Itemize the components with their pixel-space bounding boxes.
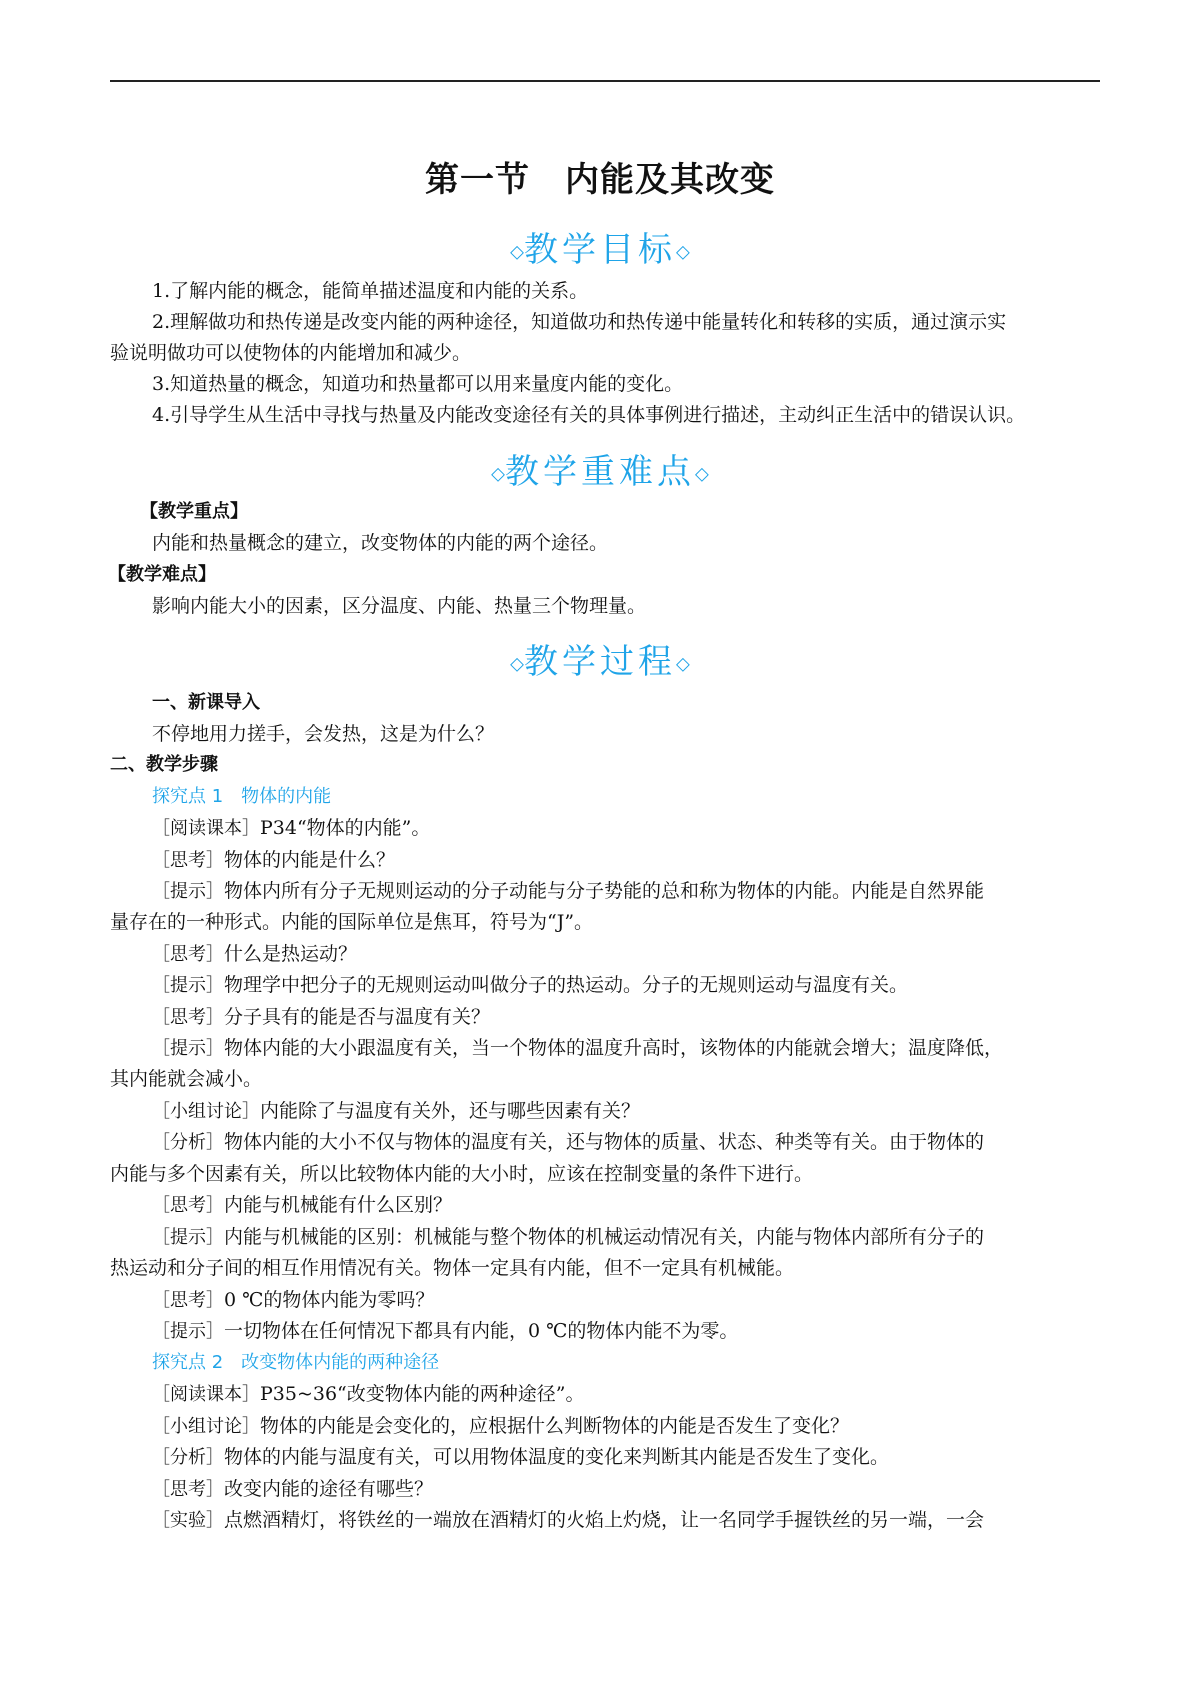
- text-line: ［提示］物体内能的大小跟温度有关，当一个物体的温度升高时，该物体的内能就会增大；温度降低，: [152, 1037, 1004, 1059]
- text-line: ［提示］物理学中把分子的无规则运动叫做分子的热运动。分子的无规则运动与温度有关。: [152, 974, 909, 996]
- header-rule: [110, 80, 1100, 82]
- diamond-icon: ◇: [510, 241, 524, 263]
- section-objectives-label: 教学目标: [524, 230, 676, 270]
- text-line: ［阅读课本］P34“物体的内能”。: [152, 817, 431, 839]
- text-line: 内能与多个因素有关，所以比较物体内能的大小时，应该在控制变量的条件下进行。: [110, 1163, 814, 1185]
- diamond-icon: ◇: [510, 653, 524, 675]
- section-key-points-label: 教学重难点: [505, 452, 695, 492]
- section-process: [0, 634, 1200, 683]
- text-line: ［小组讨论］物体的内能是会变化的，应根据什么判断物体的内能是否发生了变化？: [152, 1415, 850, 1437]
- diamond-icon: ◇: [676, 653, 690, 675]
- page-title: 第一节 内能及其改变: [425, 160, 775, 200]
- section-process-label: 教学过程: [524, 642, 676, 682]
- text-line: ［思考］分子具有的能是否与温度有关？: [152, 1006, 491, 1028]
- text-line: ［思考］内能与机械能有什么区别？: [152, 1194, 453, 1216]
- objective-line: 4.引导学生从生活中寻找与热量及内能改变途径有关的具体事例进行描述，主动纠正生活中的错误认识。: [152, 404, 1026, 426]
- difficult-text: 影响内能大小的因素，区分温度、内能、热量三个物理量。: [152, 595, 647, 617]
- text-line: ［思考］物体的内能是什么？: [152, 849, 396, 871]
- steps-heading: 二、教学步骤: [110, 754, 218, 775]
- intro-heading: 一、新课导入: [152, 692, 260, 713]
- objective-line: 1.了解内能的概念，能简单描述温度和内能的关系。: [152, 280, 589, 302]
- diamond-icon: ◇: [676, 241, 690, 263]
- text-line: ［思考］改变内能的途径有哪些？: [152, 1478, 434, 1500]
- diamond-icon: ◇: [695, 463, 709, 485]
- text-line: ［思考］0 ℃的物体内能为零吗？: [152, 1289, 435, 1311]
- objective-line: 2.理解做功和热传递是改变内能的两种途径，知道做功和热传递中能量转化和转移的实质，通过演示实: [152, 311, 1007, 333]
- text-line: ［分析］物体内能的大小不仅与物体的温度有关，还与物体的质量、状态、种类等有关。由于物体的: [152, 1131, 985, 1153]
- text-line: 其内能就会减小。: [110, 1068, 263, 1090]
- text-line: 量存在的一种形式。内能的国际单位是焦耳，符号为“J”。: [110, 911, 594, 933]
- text-line: ［提示］内能与机械能的区别：机械能与整个物体的机械运动情况有关，内能与物体内部所有分子的: [152, 1226, 985, 1248]
- text-line: ［阅读课本］P35~36“改变物体内能的两种途径”。: [152, 1383, 585, 1405]
- key-heading: 【教学重点】: [140, 501, 248, 522]
- explore-point-1: 探究点 1 物体的内能: [152, 786, 332, 807]
- text-line: ［实验］点燃酒精灯，将铁丝的一端放在酒精灯的火焰上灼烧，让一名同学手握铁丝的另一端，一会: [152, 1509, 985, 1531]
- diamond-icon: ◇: [491, 463, 505, 485]
- text-line: ［提示］物体内所有分子无规则运动的分子动能与分子势能的总和称为物体的内能。内能是自然界能: [152, 880, 985, 902]
- text-line: ［小组讨论］内能除了与温度有关外，还与哪些因素有关？: [152, 1100, 641, 1122]
- text-line: 热运动和分子间的相互作用情况有关。物体一定具有内能，但不一定具有机械能。: [110, 1257, 795, 1279]
- text-line: ［分析］物体的内能与温度有关，可以用物体温度的变化来判断其内能是否发生了变化。: [152, 1446, 890, 1468]
- difficult-heading: 【教学难点】: [108, 564, 216, 585]
- text-line: ［提示］一切物体在任何情况下都具有内能，0 ℃的物体内能不为零。: [152, 1320, 739, 1342]
- section-key-points: [0, 444, 1200, 493]
- objective-line: 验说明做功可以使物体的内能增加和减少。: [110, 342, 472, 364]
- explore-point-2: 探究点 2 改变物体内能的两种途径: [152, 1352, 440, 1373]
- key-text: 内能和热量概念的建立，改变物体的内能的两个途径。: [152, 532, 609, 554]
- section-objectives: [0, 222, 1200, 271]
- objective-line: 3.知道热量的概念，知道功和热量都可以用来量度内能的变化。: [152, 373, 684, 395]
- intro-text: 不停地用力搓手，会发热，这是为什么？: [152, 723, 495, 745]
- text-line: ［思考］什么是热运动？: [152, 943, 358, 965]
